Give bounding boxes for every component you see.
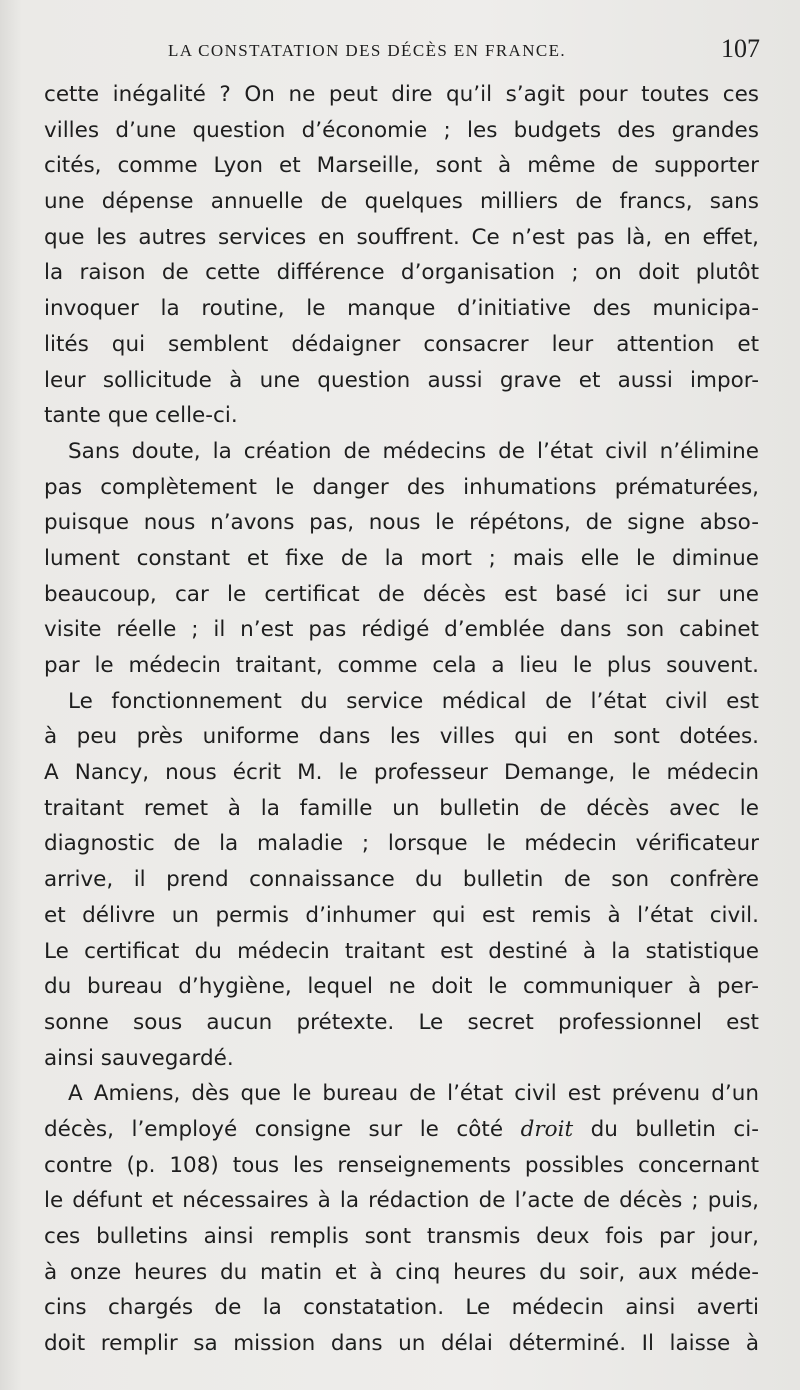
text-line: cette inégalité ? On ne peut dire qu’il s’agit pour toutes ces (44, 82, 759, 107)
text-line: la raison de cette différence d’organisation ; on doit plutôt (44, 260, 759, 286)
italic-word: droit (520, 1116, 574, 1142)
text-line: invoquer la routine, le manque d’initiative des municipa- (44, 296, 759, 322)
text-line: lités qui semblent dédaigner consacrer leur attention et (44, 331, 759, 357)
text-line: par le médecin traitant, comme cela a lieu le plus souvent. (44, 653, 759, 678)
text-line: sonne sous aucun prétexte. Le secret professionnel est (44, 1009, 759, 1035)
text-line: traitant remet à la famille un bulletin de décès avec le (44, 795, 759, 821)
text-line: ainsi sauvegardé. (44, 1045, 234, 1071)
text-line: villes d’une question d’économie ; les budgets des grandes (44, 117, 759, 143)
text-line: Le fonctionnement du service médical de l’état civil est (68, 688, 759, 714)
text-line: puisque nous n’avons pas, nous le répétons, de signe abso- (44, 510, 759, 536)
text-line: cins chargés de la constatation. Le médecin ainsi averti (44, 1295, 759, 1321)
text-line: contre (p. 108) tous les renseignements possibles concernant (44, 1152, 759, 1178)
text-line: beaucoup, car le certificat de décès est basé ici sur une (44, 581, 759, 607)
text-line: visite réelle ; il n’est pas rédigé d’emblée dans son cabinet (44, 617, 759, 643)
text-line: A Nancy, nous écrit M. le professeur Demange, le médecin (44, 760, 759, 786)
text-line: diagnostic de la maladie ; lorsque le médecin vérificateur (44, 831, 759, 857)
text-line: cités, comme Lyon et Marseille, sont à même de supporter (44, 153, 759, 179)
text-line: leur sollicitude à une question aussi grave et aussi impor- (44, 367, 759, 393)
page-number: 107 (721, 34, 760, 63)
text-line: lument constant et fixe de la mort ; mais elle le diminue (44, 545, 759, 571)
text-line: tante que celle-ci. (44, 403, 238, 429)
text-line: une dépense annuelle de quelques milliers de francs, sans (44, 189, 759, 215)
running-title: LA CONSTATATION DES DÉCÈS EN FRANCE. (168, 41, 567, 60)
text-segment: décès, l’employé consigne sur le côté (44, 1116, 521, 1142)
text-line (44, 1112, 759, 1148)
text-line: que les autres services en souffrent. Ce n’est pas là, en effet, (44, 224, 759, 250)
text-line: et délivre un permis d’inhumer qui est remis à l’état civil. (44, 902, 759, 928)
text-line: doit remplir sa mission dans un délai déterminé. Il laisse à (44, 1331, 759, 1357)
text-line: Sans doute, la création de médecins de l’état civil n’élimine (68, 438, 759, 464)
text-line: le défunt et nécessaires à la rédaction de l’acte de décès ; puis, (44, 1188, 759, 1214)
text-line: arrive, il prend connaissance du bulletin de son confrère (44, 867, 759, 893)
text-line: ces bulletins ainsi remplis sont transmis deux fois par jour, (44, 1224, 759, 1249)
text-line: A Amiens, dès que le bureau de l’état civil est prévenu d’un (68, 1081, 759, 1107)
text-segment: du bulletin ci- (573, 1116, 759, 1142)
body-text (44, 77, 759, 1362)
page-header (160, 34, 760, 64)
text-line: Le certificat du médecin traitant est destiné à la statistique (44, 938, 759, 964)
text-line: pas complètement le danger des inhumations prématurées, (44, 474, 759, 500)
text-line: du bureau d’hygiène, lequel ne doit le communiquer à per- (44, 974, 759, 1000)
text-line: à peu près uniforme dans les villes qui en sont dotées. (44, 724, 759, 750)
text-line: à onze heures du matin et à cinq heures du soir, aux méde- (44, 1259, 759, 1285)
